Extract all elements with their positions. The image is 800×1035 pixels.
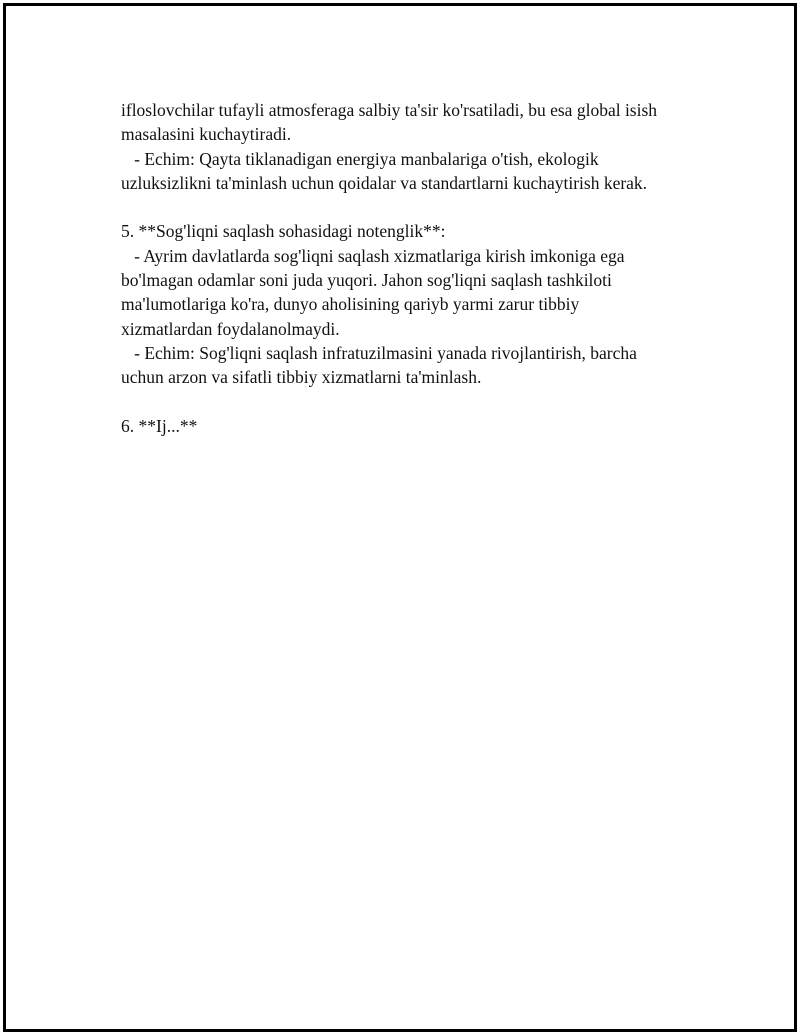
text-line: uzluksizlikni ta'minlash uchun qoidalar va standartlarni kuchaytirish kerak. <box>121 172 648 193</box>
text-line: ma'lumotlariga ko'ra, dunyo aholisining qariyb yarmi zarur tibbiy <box>121 294 580 315</box>
section-heading: 6. **Ij...** <box>121 415 198 436</box>
text-line: - Echim: Sog'liqni saqlash infratuzilmasini yanada rivojlantirish, barcha <box>121 342 637 363</box>
text-line: - Echim: Qayta tiklanadigan energiya manbalariga o'tish, ekologik <box>121 148 599 169</box>
text-line: xizmatlardan foydalanolmaydi. <box>121 318 340 339</box>
page-frame <box>3 3 797 1032</box>
text-line: bo'lmagan odamlar soni juda yuqori. Jahon sog'liqni saqlash tashkiloti <box>121 270 612 291</box>
text-line: ifloslovchilar tufayli atmosferaga salbiy ta'sir ko'rsatiladi, bu esa global isish <box>121 100 658 120</box>
text-line: uchun arzon va sifatli tibbiy xizmatlarni ta'minlash. <box>121 367 482 388</box>
document-body <box>121 98 711 438</box>
text-line: - Ayrim davlatlarda sog'liqni saqlash xizmatlariga kirish imkoniga ega <box>121 245 625 266</box>
section-heading: 5. **Sog'liqni saqlash sohasidagi notenglik**: <box>121 221 446 242</box>
blank-line <box>121 195 711 219</box>
blank-line <box>121 390 711 414</box>
text-line: masalasini kuchaytiradi. <box>121 124 292 145</box>
